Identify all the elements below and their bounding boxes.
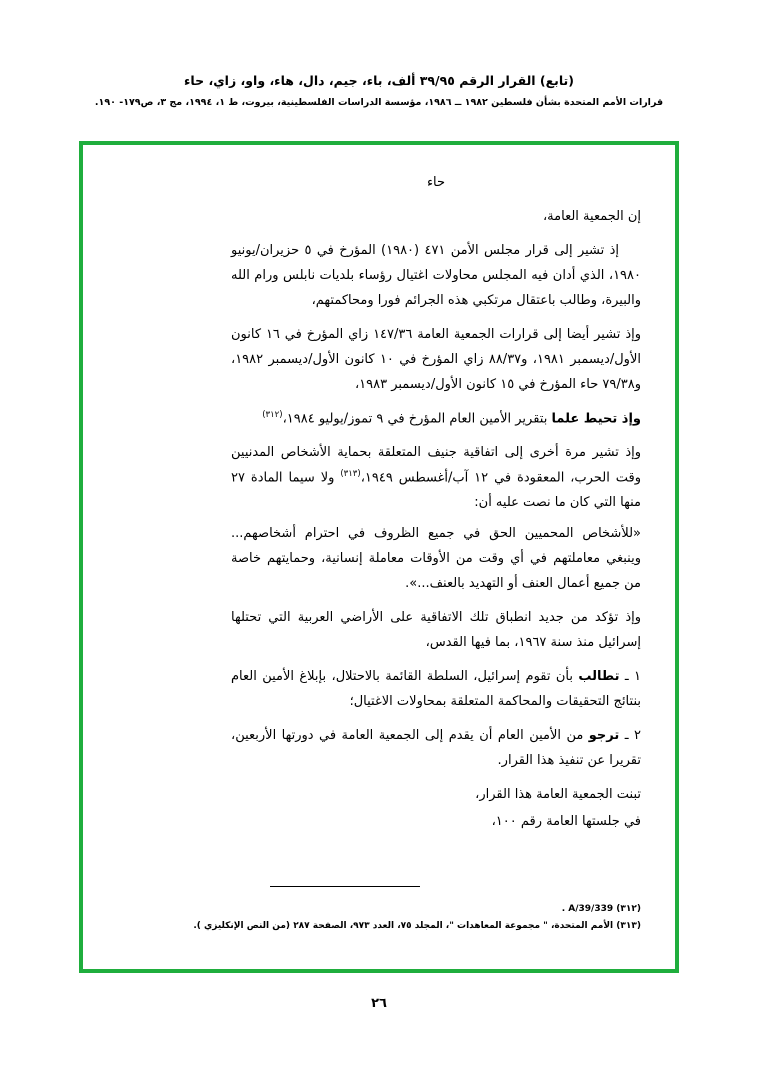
paragraph-geneva-text-a: وإذ تشير مرة أخرى إلى اتفاقية جنيف المتعلقة بحماية الأشخاص المدنيين وقت الحرب، المعقودة في ١٢ آب/أغسطس ١٩٤٩، xyxy=(231,444,641,486)
paragraph-takes-note-rest: بتقرير الأمين العام المؤرخ في ٩ تموز/يوليو ١٩٨٤، xyxy=(282,410,552,426)
document-body xyxy=(231,171,641,837)
paragraph-adopted: تبنت الجمعية العامة هذا القرار، xyxy=(475,786,641,802)
paragraph-recall-471: إذ تشير إلى قرار مجلس الأمن ٤٧١ (١٩٨٠) المؤرخ في ٥ حزيران/يونيو ١٩٨٠، الذي أدان فيه المجلس محاولات اغتيال رؤساء بلديات نابلس ورام الله والبيرة، وطالب باعتقال مرتكبي هذه الجرائم فورا ومحاكمتهم، xyxy=(231,242,641,308)
paragraph-meeting: في جلستها العامة رقم ١٠٠، xyxy=(491,813,641,829)
header-title: (تابع) القرار الرقم ٣٩/٩٥ ألف، باء، جيم، دال، هاء، واو، زاي، حاء xyxy=(184,73,574,88)
operative-2-number: ٢ ـ xyxy=(619,727,641,743)
page-number: ٢٦ xyxy=(371,996,387,1011)
page-header xyxy=(0,72,758,110)
footnote-marker-312: (٣١٢) xyxy=(262,409,283,420)
paragraph-recall-assembly-resolutions: وإذ تشير أيضا إلى قرارات الجمعية العامة ١٤٧/٣٦ زاي المؤرخ في ١٦ كانون الأول/ديسمبر ١٩٨١، و٨٨/٣٧ زاي المؤرخ في ١٠ كانون الأول/ديسمبر ١٩٨٢، و٧٩/٣٨ حاء المؤرخ في ١٥ كانون الأول/ديسمبر ١٩٨٣، xyxy=(231,326,641,392)
footnote-marker-313: (٣١٣) xyxy=(340,468,361,479)
paragraph-opening: إن الجمعية العامة، xyxy=(542,208,641,224)
paragraph-geneva-convention xyxy=(231,441,641,516)
paragraph-geneva-text-b: ولا سيما المادة ٢٧ منها التي كان ما نصت عليه أن: xyxy=(231,470,641,511)
lead-takes-note: وإذ تحيط علما xyxy=(551,410,641,426)
header-subtitle: قرارات الأمم المتحدة بشأن فلسطين ١٩٨٢ ــ ١٩٨٦، مؤسسة الدراسات الفلسطينية، بيروت، ط ١، ١٩٩٤، مج ٣، ص١٧٩- ١٩٠. xyxy=(94,96,664,108)
footnote-313: (٣١٣) الأمم المتحدة، " مجموعة المعاهدات "، المجلد ٧٥، العدد ٩٧٣، الصفحة ٢٨٧ (من النص الإنكليزي ). xyxy=(193,920,641,931)
operative-1-number: ١ ـ xyxy=(619,668,641,684)
paragraph-operative-2 xyxy=(231,724,641,774)
content-frame xyxy=(79,141,679,973)
lead-demands: تطالب xyxy=(578,668,620,684)
paragraph-takes-note-report xyxy=(231,407,641,432)
footnotes xyxy=(161,901,641,935)
operative-2-rest: من الأمين العام أن يقدم إلى الجمعية العامة في دورتها الأربعين، تقريرا عن تنفيذ هذا القرار. xyxy=(231,727,641,768)
paragraph-operative-1 xyxy=(231,665,641,715)
paragraph-reaffirms-applicability: وإذ تؤكد من جديد انطباق تلك الاتفاقية على الأراضي العربية التي تحتلها إسرائيل منذ سنة ١٩٦٧، بما فيها القدس، xyxy=(231,609,641,650)
section-label: حاء xyxy=(426,175,446,190)
footnote-divider xyxy=(270,886,420,887)
lead-requests: ترجو xyxy=(588,727,620,743)
paragraph-quote-article-27: «للأشخاص المحميين الحق في جميع الظروف في احترام أشخاصهم... وينبغي معاملتهم في أي وقت من الأوقات معاملة إنسانية، وحمايتهم خاصة من جميع أعمال العنف أو التهديد بالعنف...». xyxy=(231,526,641,591)
footnote-312: (٣١٢) A/39/339 . xyxy=(561,903,641,914)
operative-1-rest: بأن تقوم إسرائيل، السلطة القائمة بالاحتلال، بإبلاغ الأمين العام بنتائج التحقيقات والمحاكمة المتعلقة بمحاولات الاغتيال؛ xyxy=(231,668,641,709)
